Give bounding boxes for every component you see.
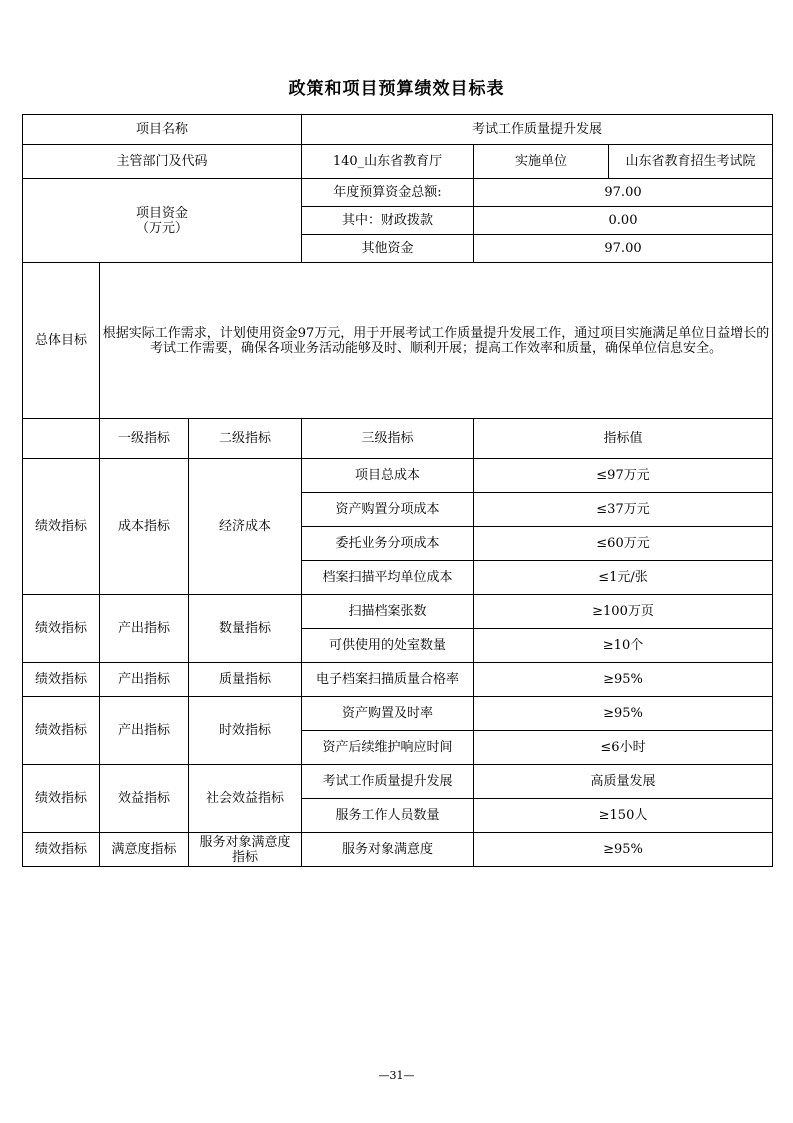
level3-cell: 扫描档案张数 — [302, 595, 474, 629]
indicator-value-cell: 高质量发展 — [474, 765, 773, 799]
level1-cell: 产出指标 — [100, 663, 189, 697]
header-level2: 二级指标 — [189, 419, 302, 459]
level1-cell: 效益指标 — [100, 765, 189, 833]
annual-budget-total-value: 97.00 — [474, 179, 773, 207]
department-label: 主管部门及代码 — [23, 145, 302, 179]
level3-cell: 资产购置及时率 — [302, 697, 474, 731]
implementing-unit-value: 山东省教育招生考试院 — [609, 145, 773, 179]
header-blank-cell — [23, 419, 100, 459]
fiscal-allocation-value: 0.00 — [474, 207, 773, 235]
indicator-value-cell: ≤37万元 — [474, 493, 773, 527]
header-indicator-value: 指标值 — [474, 419, 773, 459]
project-name-row — [23, 115, 773, 145]
indicator-value-cell: ≥100万页 — [474, 595, 773, 629]
implementing-unit-label: 实施单位 — [474, 145, 609, 179]
funds-total-row — [23, 179, 773, 207]
indicator-value-cell: ≥95% — [474, 833, 773, 867]
indicator-value-cell: ≥150人 — [474, 799, 773, 833]
category-cell: 绩效指标 — [23, 663, 100, 697]
level3-cell: 服务对象满意度 — [302, 833, 474, 867]
category-cell: 绩效指标 — [23, 459, 100, 595]
category-cell: 绩效指标 — [23, 833, 100, 867]
level2-cell: 社会效益指标 — [189, 765, 302, 833]
overall-goal-row — [23, 263, 773, 419]
indicator-row — [23, 833, 773, 867]
level1-cell: 产出指标 — [100, 595, 189, 663]
level2-cell: 质量指标 — [189, 663, 302, 697]
project-funds-label — [23, 179, 302, 263]
header-level3: 三级指标 — [302, 419, 474, 459]
level3-cell: 考试工作质量提升发展 — [302, 765, 474, 799]
level3-cell: 电子档案扫描质量合格率 — [302, 663, 474, 697]
level2-cell: 数量指标 — [189, 595, 302, 663]
indicator-value-cell: ≥95% — [474, 697, 773, 731]
other-funds-label: 其他资金 — [302, 235, 474, 263]
level3-cell: 资产后续维护响应时间 — [302, 731, 474, 765]
category-cell: 绩效指标 — [23, 697, 100, 765]
other-funds-value: 97.00 — [474, 235, 773, 263]
indicator-value-cell: ≤60万元 — [474, 527, 773, 561]
level2-cell — [189, 833, 302, 867]
project-funds-label-line1: 项目资金 — [135, 205, 188, 221]
level1-cell: 成本指标 — [100, 459, 189, 595]
level3-cell: 资产购置分项成本 — [302, 493, 474, 527]
category-cell: 绩效指标 — [23, 765, 100, 833]
page-title: 政策和项目预算绩效目标表 — [288, 79, 505, 99]
page-number: —31— — [378, 1069, 415, 1082]
indicator-value-cell: ≥10个 — [474, 629, 773, 663]
fiscal-allocation-label: 其中：财政拨款 — [302, 207, 474, 235]
indicator-header-row — [23, 419, 773, 459]
annual-budget-total-label: 年度预算资金总额: — [302, 179, 474, 207]
level2-cell: 经济成本 — [189, 459, 302, 595]
department-value: 140_山东省教育厅 — [302, 145, 474, 179]
level3-cell: 档案扫描平均单位成本 — [302, 561, 474, 595]
indicator-value-cell: ≤1元/张 — [474, 561, 773, 595]
level2-cell-line1: 服务对象满意度 — [199, 834, 291, 850]
level1-cell: 产出指标 — [100, 697, 189, 765]
project-funds-label-line2: （万元） — [135, 220, 188, 236]
department-row — [23, 145, 773, 179]
level2-cell: 时效指标 — [189, 697, 302, 765]
indicator-row — [23, 595, 773, 629]
level1-cell: 满意度指标 — [100, 833, 189, 867]
indicator-row — [23, 663, 773, 697]
indicator-row — [23, 697, 773, 731]
indicator-row — [23, 765, 773, 799]
performance-target-table — [22, 114, 773, 867]
level3-cell: 项目总成本 — [302, 459, 474, 493]
level3-cell: 可供使用的处室数量 — [302, 629, 474, 663]
header-level1: 一级指标 — [100, 419, 189, 459]
indicator-value-cell: ≥95% — [474, 663, 773, 697]
overall-goal-text: 根据实际工作需求，计划使用资金97万元，用于开展考试工作质量提升发展工作，通过项目实施满足单位日益增长的考试工作需要，确保各项业务活动能够及时、顺利开展；提高工作效率和质量，确保单位信息安全。 — [100, 263, 773, 419]
level2-cell-line2: 指标 — [231, 849, 258, 865]
category-cell: 绩效指标 — [23, 595, 100, 663]
indicator-value-cell: ≤6小时 — [474, 731, 773, 765]
indicator-value-cell: ≤97万元 — [474, 459, 773, 493]
level3-cell: 服务工作人员数量 — [302, 799, 474, 833]
project-name-value: 考试工作质量提升发展 — [302, 115, 773, 145]
project-name-label: 项目名称 — [23, 115, 302, 145]
level3-cell: 委托业务分项成本 — [302, 527, 474, 561]
indicator-row — [23, 459, 773, 493]
overall-goal-label: 总体目标 — [23, 263, 100, 419]
